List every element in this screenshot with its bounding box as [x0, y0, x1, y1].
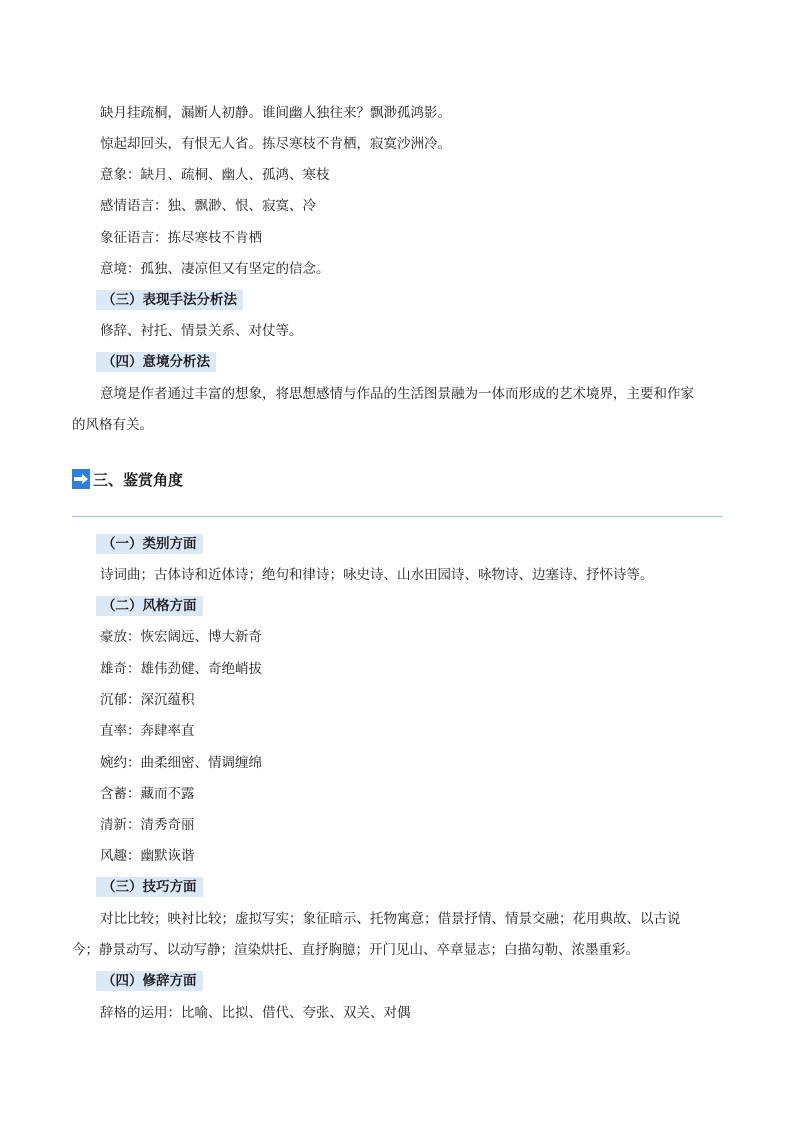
mood-line: 意境：孤独、凄凉但又有坚定的信念。 — [100, 261, 330, 277]
technique-text-line-1: 对比比较；映衬比较；虚拟写实；象征暗示、托物寓意；借景抒情、情景交融；花用典故、以古说 — [100, 911, 681, 927]
section-title: 三、鉴赏角度 — [93, 470, 184, 489]
style-item: 豪放：恢宏阔远、博大新奇 — [100, 629, 262, 645]
style-item: 风趣：幽默诙谐 — [100, 848, 195, 864]
poem-line-1: 缺月挂疏桐，漏断人初静。谁间幽人独往来？飘渺孤鸿影。 — [100, 105, 451, 121]
category-text: 诗词曲；古体诗和近体诗；绝句和律诗；咏史诗、山水田园诗、咏物诗、边塞诗、抒怀诗等。 — [100, 567, 654, 583]
symbol-language-line: 象征语言：拣尽寒枝不肯栖 — [100, 230, 262, 246]
style-item: 雄奇：雄伟劲健、奇绝峭拔 — [100, 661, 262, 677]
style-item: 沉郁：深沉蕴积 — [100, 692, 195, 708]
technique-text-line-2: 今；静景动写、以动写静；渲染烘托、直抒胸臆；开门见山、卒章显志；白描勾勒、浓墨重彩。 — [72, 942, 639, 958]
mood-analysis-text-line-1: 意境是作者通过丰富的想象，将思想感情与作品的生活图景融为一体而形成的艺术境界，主要和作家 — [100, 386, 694, 402]
subheading-technique-analysis: （三）表现手法分析法 — [96, 290, 243, 310]
technique-analysis-text: 修辞、衬托、情景关系、对仗等。 — [100, 323, 303, 339]
imagery-line: 意象：缺月、疏桐、幽人、孤鸿、寒枝 — [100, 167, 330, 183]
mood-analysis-text-line-2: 的风格有关。 — [72, 417, 153, 433]
subheading-category: （一）类别方面 — [96, 534, 203, 554]
style-item: 清新：清秀奇丽 — [100, 817, 195, 833]
emotion-language-line: 感情语言：独、飘渺、恨、寂寞、冷 — [100, 198, 316, 214]
poem-line-2: 惊起却回头，有恨无人省。拣尽寒枝不肯栖，寂寞沙洲冷。 — [100, 136, 451, 152]
section-divider — [72, 516, 722, 517]
subheading-mood-analysis: （四）意境分析法 — [96, 352, 216, 372]
subheading-style: （二）风格方面 — [96, 596, 203, 616]
section-heading — [72, 468, 183, 490]
arrow-right-icon — [72, 469, 90, 489]
subheading-technique: （三）技巧方面 — [96, 877, 203, 897]
style-item: 婉约：曲柔细密、情调缠绵 — [100, 755, 262, 771]
subheading-rhetoric: （四）修辞方面 — [96, 971, 203, 991]
style-item: 含蓄：藏而不露 — [100, 786, 195, 802]
style-item: 直率：奔肆率直 — [100, 723, 195, 739]
rhetoric-text: 辞格的运用：比喻、比拟、借代、夸张、双关、对偶 — [100, 1005, 411, 1021]
